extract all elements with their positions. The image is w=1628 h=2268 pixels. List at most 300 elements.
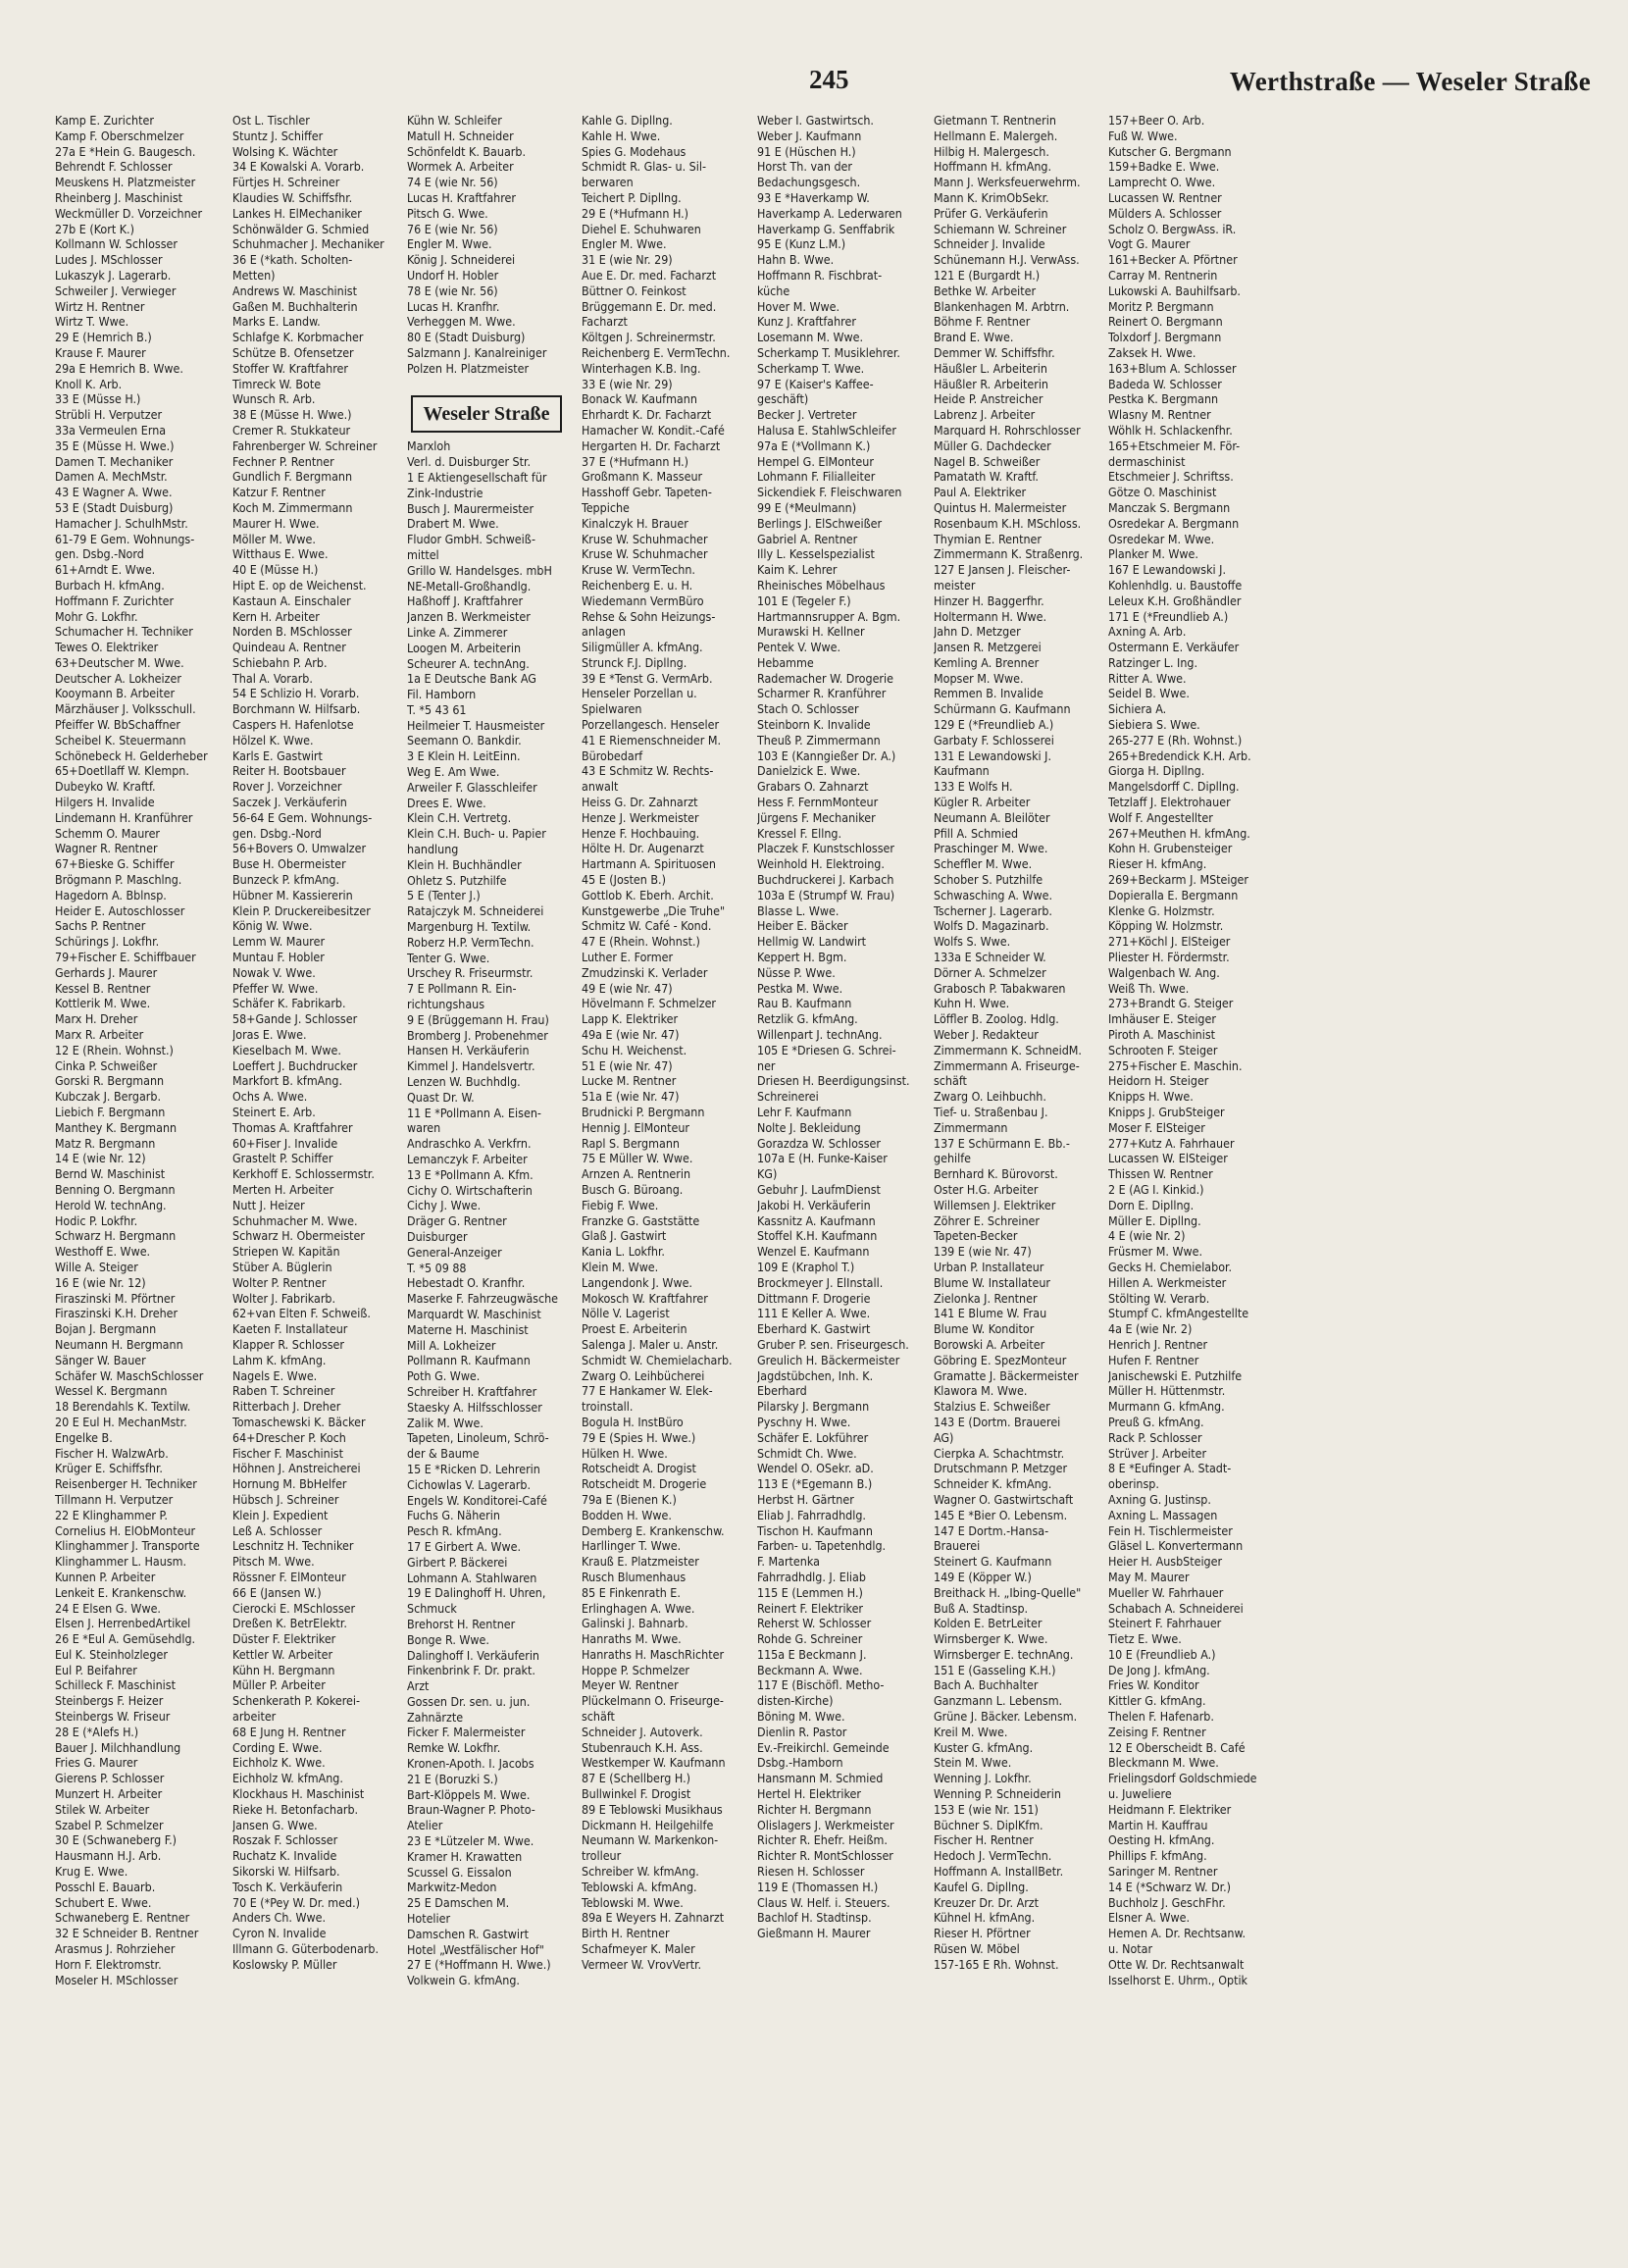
directory-entry: Weber J. Kaufmann xyxy=(757,128,862,143)
directory-entry: Dsbg.-Hamborn xyxy=(757,1755,843,1771)
directory-entry: Hölzel K. Wwe. xyxy=(232,732,314,747)
directory-entry: Zink-Industrie xyxy=(407,485,483,500)
directory-entry: Bonack W. Kaufmann xyxy=(582,391,697,407)
directory-entry: 95 E (Kunz L.M.) xyxy=(757,236,846,252)
directory-entry: Franzke G. Gaststätte xyxy=(582,1212,700,1228)
directory-entry: Heide P. Anstreicher xyxy=(934,391,1043,407)
directory-entry: Hölte H. Dr. Augenarzt xyxy=(582,841,704,856)
directory-entry: Muntau F. Hobler xyxy=(232,950,325,965)
directory-entry: 33 E (Müsse H.) xyxy=(55,391,141,407)
directory-entry: Fischer H. Rentner xyxy=(934,1832,1034,1848)
directory-entry: Krüger E. Schiffsfhr. xyxy=(55,1461,163,1476)
directory-entry: Kemling A. Brenner xyxy=(934,654,1040,670)
directory-entry: Luther E. Former xyxy=(582,950,674,965)
directory-entry: Mann K. KrimObSekr. xyxy=(934,189,1049,205)
directory-entry: Cierpka A. Schachtmstr. xyxy=(934,1445,1065,1461)
directory-entry: 85 E Finkenrath E. xyxy=(582,1584,681,1600)
directory-entry: Bunzeck P. kfmAng. xyxy=(232,872,340,888)
directory-entry: 265-277 E (Rh. Wohnst.) xyxy=(1108,732,1243,747)
directory-entry: Mokosch W. Kraftfahrer xyxy=(582,1290,708,1306)
directory-entry: Eul K. Steinholzleger xyxy=(55,1646,168,1662)
directory-entry: Sikorski W. Hilfsarb. xyxy=(232,1864,340,1880)
directory-entry: Roberz H.P. VermTechn. xyxy=(407,934,534,950)
directory-entry: Plückelmann O. Friseurge- xyxy=(582,1693,724,1709)
directory-entry: Stubenrauch K.H. Ass. xyxy=(582,1739,703,1755)
directory-entry: Stach O. Schlosser xyxy=(757,701,859,717)
directory-entry: Janzen B. Werkmeister xyxy=(407,609,531,625)
directory-entry: Schneider J. Autoverk. xyxy=(582,1724,703,1739)
directory-entry: Neumann W. Markenkon- xyxy=(582,1832,719,1848)
directory-entry: Matull H. Schneider xyxy=(407,128,514,143)
directory-entry: Sänger W. Bauer xyxy=(55,1352,146,1367)
directory-entry: Hipt E. op de Weichenst. xyxy=(232,577,367,593)
directory-entry: Bogula H. InstBüro xyxy=(582,1414,684,1429)
directory-entry: 51a E (wie Nr. 47) xyxy=(582,1089,680,1105)
directory-entry: Gorski R. Bergmann xyxy=(55,1073,165,1089)
directory-entry: Engler M. Wwe. xyxy=(582,236,667,252)
directory-entry: Brockmeyer J. ElInstall. xyxy=(757,1274,884,1290)
directory-entry: Otte W. Dr. Rechtsanwalt xyxy=(1108,1956,1245,1972)
directory-entry: Pentek V. Wwe. xyxy=(757,640,841,655)
directory-columns xyxy=(55,113,1601,2262)
directory-entry: 8 E *Eufinger A. Stadt- xyxy=(1108,1461,1232,1476)
column-7 xyxy=(1108,113,1265,2262)
directory-entry: Ehrhardt K. Dr. Facharzt xyxy=(582,407,712,423)
directory-entry: 47 E (Rhein. Wohnst.) xyxy=(582,934,700,950)
directory-entry: Strübli H. Verputzer xyxy=(55,407,163,423)
directory-entry: Wirtz H. Rentner xyxy=(55,298,145,314)
directory-entry: Claus W. Helf. i. Steuers. xyxy=(757,1894,890,1910)
directory-entry: 65+Doetllaff W. Klempn. xyxy=(55,763,189,779)
directory-entry: Arasmus J. Rohrzieher xyxy=(55,1941,176,1957)
directory-entry: Ost L. Tischler xyxy=(232,113,310,128)
directory-entry: Scherkamp T. Musiklehrer. xyxy=(757,344,900,360)
directory-entry: Harllinger T. Wwe. xyxy=(582,1538,682,1554)
directory-entry: 60+Fiser J. Invalide xyxy=(232,1135,338,1151)
directory-entry: Rieser H. kfmAng. xyxy=(1108,856,1207,872)
directory-entry: Wenzel E. Kaufmann xyxy=(757,1244,870,1260)
directory-entry: 18 Berendahls K. Textilw. xyxy=(55,1399,191,1415)
directory-entry: Thal A. Vorarb. xyxy=(232,670,313,686)
directory-entry: Gietmann T. Rentnerin xyxy=(934,113,1056,128)
directory-entry: Murmann G. kfmAng. xyxy=(1108,1399,1225,1415)
directory-entry: Hanraths H. MaschRichter xyxy=(582,1646,725,1662)
directory-entry: 70 E (*Pey W. Dr. med.) xyxy=(232,1894,360,1910)
directory-entry: 56+Bovers O. Umwalzer xyxy=(232,841,367,856)
directory-entry: Carray M. Rentnerin xyxy=(1108,267,1218,283)
directory-entry: Rössner F. ElMonteur xyxy=(232,1569,346,1584)
column-1 xyxy=(55,113,217,2262)
column-4 xyxy=(582,113,741,2262)
directory-entry: König J. Schneiderei xyxy=(407,252,516,268)
directory-entry: Placzek F. Kunstschlosser xyxy=(757,841,894,856)
directory-entry: Richter R. MontSchlosser xyxy=(757,1848,893,1864)
directory-entry: Raben T. Schreiner xyxy=(232,1383,335,1399)
directory-entry: Rover J. Vorzeichner xyxy=(232,779,342,795)
directory-entry: Bedachungsgesch. xyxy=(757,175,861,190)
directory-entry: Hansen H. Verkäuferin xyxy=(407,1043,530,1058)
directory-entry: 79 E (Spies H. Wwe.) xyxy=(582,1429,696,1445)
directory-entry: Tetzlaff J. Elektrohauer xyxy=(1108,795,1231,810)
directory-entry: Fahrradhdlg. J. Eliab xyxy=(757,1569,866,1584)
directory-entry: Hodic P. Lokfhr. xyxy=(55,1212,138,1228)
directory-entry: Tillmann H. Verputzer xyxy=(55,1491,174,1507)
directory-entry: 27 E (*Hoffmann H. Wwe.) xyxy=(407,1957,551,1973)
directory-entry: F. Martenka xyxy=(757,1554,820,1570)
directory-entry: Osredekar M. Wwe. xyxy=(1108,531,1215,546)
directory-entry: 22 E Klinghammer P. xyxy=(55,1507,168,1522)
directory-entry: Bach A. Buchhalter xyxy=(934,1677,1039,1693)
directory-entry: 99 E (*Meulmann) xyxy=(757,499,857,515)
directory-entry: 34 E Kowalski A. Vorarb. xyxy=(232,159,365,175)
directory-entry: Knoll K. Arb. xyxy=(55,376,123,391)
directory-entry: 79a E (Bienen K.) xyxy=(582,1491,677,1507)
directory-entry: Hedoch J. VermTechn. xyxy=(934,1848,1052,1864)
directory-entry: Schiebahn P. Arb. xyxy=(232,654,328,670)
directory-entry: 265+Bredendick K.H. Arb. xyxy=(1108,747,1251,763)
directory-entry: Jansen G. Wwe. xyxy=(232,1817,318,1832)
directory-entry: Cornelius H. ElObMonteur xyxy=(55,1522,196,1538)
directory-entry: Firaszinski K.H. Dreher xyxy=(55,1306,178,1321)
directory-entry: Marks E. Landw. xyxy=(232,314,321,330)
directory-entry: Schmidt W. Chemielacharb. xyxy=(582,1352,733,1367)
directory-entry: Düster F. Elektriker xyxy=(232,1631,336,1647)
directory-entry: Kronen-Apoth. I. Jacobs xyxy=(407,1756,534,1772)
directory-entry: Gaßen M. Buchhalterin xyxy=(232,298,358,314)
directory-entry: Gorazdza W. Schlosser xyxy=(757,1135,881,1151)
directory-entry: Eberhard K. Gastwirt xyxy=(757,1321,871,1337)
directory-entry: Oster H.G. Arbeiter xyxy=(934,1181,1039,1197)
directory-entry: Eliab J. Fahrradhdlg. xyxy=(757,1507,866,1522)
directory-entry: Breithack H. „Ibing-Quelle" xyxy=(934,1584,1082,1600)
directory-entry: 267+Meuthen H. kfmAng. xyxy=(1108,825,1250,841)
directory-entry: Jürgens F. Mechaniker xyxy=(757,809,876,825)
directory-entry: Liebich F. Bergmann xyxy=(55,1105,166,1119)
directory-entry: Zimmermann A. Friseurge- xyxy=(934,1057,1080,1073)
directory-entry: Reiter H. Bootsbauer xyxy=(232,763,346,779)
directory-entry: Damen T. Mechaniker xyxy=(55,453,174,469)
directory-entry: Weiß Th. Wwe. xyxy=(1108,980,1190,996)
directory-entry: Bürobedarf xyxy=(582,747,643,763)
directory-entry: 9 E (Brüggemann H. Frau) xyxy=(407,1011,549,1027)
directory-entry: 89a E Weyers H. Zahnarzt xyxy=(582,1910,725,1926)
column-5 xyxy=(757,113,918,2262)
column-2 xyxy=(232,113,391,2262)
directory-entry: 5 E (Tenter J.) xyxy=(407,888,481,903)
directory-entry: 153 E (wie Nr. 151) xyxy=(934,1801,1039,1817)
directory-entry: Marquard H. Rohrschlosser xyxy=(934,422,1081,438)
directory-entry: Wolfs D. Magazinarb. xyxy=(934,918,1049,934)
directory-entry: Heider E. Autoschlosser xyxy=(55,902,185,918)
directory-entry: Wiedemann VermBüro xyxy=(582,593,704,608)
column-6 xyxy=(934,113,1093,2262)
directory-entry: Margenburg H. Textilw. xyxy=(407,919,532,935)
directory-entry: waren xyxy=(407,1120,441,1136)
directory-entry: Hilgers H. Invalide xyxy=(55,795,155,810)
directory-entry: Markwitz-Medon xyxy=(407,1880,497,1895)
directory-entry: Wormek A. Arbeiter xyxy=(407,159,514,175)
directory-entry: Kubczak J. Bergarb. xyxy=(55,1089,161,1105)
directory-entry: 129 E (*Freundlieb A.) xyxy=(934,717,1054,733)
directory-entry: Schenkerath P. Kokerei- xyxy=(232,1693,361,1709)
directory-entry: handlung xyxy=(407,842,459,857)
directory-entry: Teblowski A. kfmAng. xyxy=(582,1879,697,1894)
directory-entry: Wessel K. Bergmann xyxy=(55,1383,168,1399)
directory-entry: Zalik M. Wwe. xyxy=(407,1415,483,1430)
directory-entry: Eberhard xyxy=(757,1383,807,1399)
directory-entry: Materne H. Maschinist xyxy=(407,1321,529,1337)
directory-entry: Müller E. Dipllng. xyxy=(1108,1212,1201,1228)
directory-entry: Schünemann H.J. VerwAss. xyxy=(934,252,1080,268)
directory-entry: Poth G. Wwe. xyxy=(407,1368,481,1384)
directory-entry: 45 E (Josten B.) xyxy=(582,872,666,888)
directory-entry: Rieke H. Betonfacharb. xyxy=(232,1801,359,1817)
directory-entry: Mopser M. Wwe. xyxy=(934,670,1024,686)
directory-entry: Neumann A. Bleilöter xyxy=(934,809,1050,825)
directory-entry: 2 E (AG I. Kinkid.) xyxy=(1108,1181,1204,1197)
directory-entry: Leleux K.H. Großhändler xyxy=(1108,593,1242,608)
directory-entry: Osredekar A. Bergmann xyxy=(1108,515,1240,531)
directory-entry: Marxloh xyxy=(407,438,451,454)
directory-entry: Blume W. Installateur xyxy=(934,1274,1051,1290)
directory-entry: Scharmer R. Kranführer xyxy=(757,686,887,701)
directory-entry: 76 E (wie Nr. 56) xyxy=(407,221,498,236)
directory-entry: Heilmeier T. Hausmeister xyxy=(407,717,545,733)
directory-entry: Knipps J. GrubSteiger xyxy=(1108,1105,1225,1119)
directory-entry: König W. Wwe. xyxy=(232,918,313,934)
directory-entry: 39 E *Tenst G. VermArb. xyxy=(582,670,713,686)
directory-entry: 10 E (Freundlieb A.) xyxy=(1108,1646,1216,1662)
directory-entry: arbeiter xyxy=(232,1709,277,1725)
directory-entry: 103a E (Strumpf W. Frau) xyxy=(757,887,895,902)
directory-entry: Undorf H. Hobler xyxy=(407,267,499,283)
directory-entry: Kollmann W. Schlosser xyxy=(55,236,178,252)
directory-entry: Mohr G. Lokfhr. xyxy=(55,608,138,624)
directory-entry: Dalinghoff I. Verkäuferin xyxy=(407,1647,539,1663)
directory-entry: Kolden E. BetrLeiter xyxy=(934,1616,1043,1631)
directory-entry: Gläsel L. Konvertermann xyxy=(1108,1538,1244,1554)
directory-entry: 53 E (Stadt Duisburg) xyxy=(55,499,174,515)
directory-entry: Gießmann H. Maurer xyxy=(757,1926,871,1941)
directory-entry: Henseler Porzellan u. xyxy=(582,686,697,701)
directory-entry: Lehr F. Kaufmann xyxy=(757,1105,852,1119)
directory-entry: Schabach A. Schneiderei xyxy=(1108,1600,1244,1616)
directory-entry: 66 E (Jansen W.) xyxy=(232,1584,322,1600)
directory-entry: Wenning P. Schneiderin xyxy=(934,1786,1061,1802)
directory-entry: Elsen J. HerrenbedArtikel xyxy=(55,1616,191,1631)
directory-entry: richtungshaus xyxy=(407,997,485,1012)
directory-entry: Kunstgewerbe „Die Truhe" xyxy=(582,902,726,918)
directory-entry: Hagedorn A. Bblnsp. xyxy=(55,887,167,902)
directory-entry: Preuß G. kfmAng. xyxy=(1108,1414,1204,1429)
directory-entry: 147 E Dortm.-Hansa- xyxy=(934,1522,1049,1538)
directory-entry: Illy L. Kesselspezialist xyxy=(757,546,875,562)
directory-entry: Lapp K. Elektriker xyxy=(582,1011,679,1027)
directory-entry: Marquardt W. Maschinist xyxy=(407,1306,541,1321)
directory-entry: Schmidt Ch. Wwe. xyxy=(757,1445,857,1461)
directory-entry: 269+Beckarm J. MSteiger xyxy=(1108,872,1248,888)
directory-entry: Weinhold H. Elektroing. xyxy=(757,856,885,872)
directory-entry: Brauerei xyxy=(934,1538,981,1554)
directory-entry: Winterhagen K.B. Ing. xyxy=(582,360,701,376)
directory-entry: Hülken H. Wwe. xyxy=(582,1445,668,1461)
directory-entry: Hansmann M. Schmied xyxy=(757,1771,884,1786)
directory-entry: Steinbergs W. Friseur xyxy=(55,1709,171,1725)
directory-entry: 171 E (*Freundlieb A.) xyxy=(1108,608,1229,624)
directory-entry: 37 E (*Hufmann H.) xyxy=(582,453,689,469)
directory-entry: Busch J. Maurermeister xyxy=(407,500,534,516)
directory-entry: Remmen B. Invalide xyxy=(934,686,1043,701)
directory-entry: Engels W. Konditorei-Café xyxy=(407,1492,547,1508)
directory-entry: Langendonk J. Wwe. xyxy=(582,1274,692,1290)
directory-entry: Frielingsdorf Goldschmiede xyxy=(1108,1771,1257,1786)
directory-entry: Häußler L. Arbeiterin xyxy=(934,360,1047,376)
directory-entry: Richter R. Ehefr. Heißm. xyxy=(757,1832,888,1848)
directory-entry: Demberg E. Krankenschw. xyxy=(582,1522,725,1538)
directory-entry: 101 E (Tegeler F.) xyxy=(757,593,851,608)
directory-entry: Lindemann H. Kranführer xyxy=(55,809,193,825)
directory-entry: 51 E (wie Nr. 47) xyxy=(582,1057,673,1073)
directory-entry: Saczek J. Verkäuferin xyxy=(232,795,347,810)
directory-entry: Kania L. Lokfhr. xyxy=(582,1244,665,1260)
directory-entry: Ritter A. Wwe. xyxy=(1108,670,1187,686)
directory-entry: gehilfe xyxy=(934,1151,971,1166)
directory-entry: T. *5 09 88 xyxy=(407,1260,467,1275)
directory-entry: Jahn D. Metzger xyxy=(934,624,1021,640)
directory-entry: Gebuhr J. LaufmDienst xyxy=(757,1181,881,1197)
directory-entry: Stumpf C. kfmAngestellte xyxy=(1108,1306,1249,1321)
directory-entry: 117 E (Bischöfl. Metho- xyxy=(757,1677,885,1693)
directory-entry: Borowski A. Arbeiter xyxy=(934,1336,1045,1352)
directory-entry: Früsmer M. Wwe. xyxy=(1108,1244,1203,1260)
directory-entry: 21 E (Boruzki S.) xyxy=(407,1771,498,1786)
directory-entry: Zahnärzte xyxy=(407,1709,464,1725)
directory-entry: Steinert G. Kaufmann xyxy=(934,1554,1052,1570)
page-header xyxy=(54,63,1591,106)
directory-entry: Hoffmann H. kfmAng. xyxy=(934,159,1052,175)
directory-entry: Schütze B. Ofensetzer xyxy=(232,344,354,360)
directory-entry: 151 E (Gasseling K.H.) xyxy=(934,1662,1056,1677)
directory-entry: Rosenbaum K.H. MSchloss. xyxy=(934,515,1082,531)
directory-entry: Fein H. Tischlermeister xyxy=(1108,1522,1233,1538)
directory-entry: Loogen M. Arbeiterin xyxy=(407,640,522,655)
directory-entry: Meuskens H. Platzmeister xyxy=(55,175,196,190)
directory-entry: Stüber A. Büglerin xyxy=(232,1259,332,1274)
directory-entry: Grastelt P. Schiffer xyxy=(232,1151,333,1166)
directory-entry: 4 E (wie Nr. 2) xyxy=(1108,1228,1186,1244)
directory-entry: Lemm W. Maurer xyxy=(232,934,326,950)
directory-entry: Klapper R. Schlosser xyxy=(232,1336,345,1352)
directory-entry: Rack P. Schlosser xyxy=(1108,1429,1202,1445)
directory-entry: Halusa E. StahlwSchleifer xyxy=(757,422,896,438)
directory-entry: Cremer R. Stukkateur xyxy=(232,422,351,438)
directory-entry: Loeffert J. Buchdrucker xyxy=(232,1057,358,1073)
directory-entry: Lankes H. ElMechaniker xyxy=(232,205,362,221)
directory-entry: Stein M. Wwe. xyxy=(934,1755,1012,1771)
directory-entry: Eichholz W. kfmAng. xyxy=(232,1771,343,1786)
directory-entry: Arzt xyxy=(407,1678,430,1694)
directory-entry: Schönebeck H. Gelderheber xyxy=(55,747,208,763)
directory-entry: 67+Bieske G. Schiffer xyxy=(55,856,175,872)
directory-entry: Schürmann G. Kaufmann xyxy=(934,701,1071,717)
directory-entry: Klein C.H. Vertretg. xyxy=(407,810,512,826)
directory-entry: Schilleck F. Maschinist xyxy=(55,1677,176,1693)
directory-entry: Isselhorst E. Uhrm., Optik xyxy=(1108,1972,1248,1987)
directory-entry: Klein P. Druckereibesitzer xyxy=(232,902,371,918)
directory-entry: Pilarsky J. Bergmann xyxy=(757,1399,870,1415)
directory-entry: Hoffmann R. Fischbrat- xyxy=(757,267,883,283)
directory-entry: Bart-Klöppels M. Wwe. xyxy=(407,1786,531,1802)
directory-entry: Märzhäuser J. Volksschull. xyxy=(55,701,196,717)
directory-entry: Becker J. Vertreter xyxy=(757,407,857,423)
directory-entry: Oesting H. kfmAng. xyxy=(1108,1832,1215,1848)
directory-entry: Zaksek H. Wwe. xyxy=(1108,344,1196,360)
directory-entry: Arnzen A. Rentnerin xyxy=(582,1166,691,1182)
directory-entry: Seemann O. Bankdir. xyxy=(407,733,522,748)
directory-entry: Weber I. Gastwirtsch. xyxy=(757,113,874,128)
directory-entry: Jansen R. Metzgerei xyxy=(934,640,1042,655)
directory-entry: Hufen F. Rentner xyxy=(1108,1352,1199,1367)
directory-entry: Kimmel J. Handelsvertr. xyxy=(407,1058,535,1074)
directory-entry: Marx R. Arbeiter xyxy=(55,1027,144,1043)
directory-entry: Losemann M. Wwe. xyxy=(757,330,864,345)
directory-entry: Tewes O. Elektriker xyxy=(55,640,159,655)
directory-entry: Ratajczyk M. Schneiderei xyxy=(407,903,544,919)
directory-entry: 68 E Jung H. Rentner xyxy=(232,1724,346,1739)
directory-entry: Kettler W. Arbeiter xyxy=(232,1646,333,1662)
directory-entry: Atelier xyxy=(407,1818,443,1833)
directory-entry: Kottlerik M. Wwe. xyxy=(55,996,151,1011)
directory-entry: Tscherner J. Lagerarb. xyxy=(934,902,1052,918)
directory-entry: 143 E (Dortm. Brauerei xyxy=(934,1414,1061,1429)
directory-entry: 12 E (Rhein. Wohnst.) xyxy=(55,1042,174,1057)
directory-entry: Hoffmann F. Zurichter xyxy=(55,593,175,608)
directory-entry: 97a E (*Vollmann K.) xyxy=(757,438,871,453)
directory-entry: Holtermann H. Wwe. xyxy=(934,608,1047,624)
directory-entry: Hanraths M. Wwe. xyxy=(582,1631,682,1647)
directory-entry: Költgen J. Schreinermstr. xyxy=(582,330,716,345)
directory-entry: Fahrenberger W. Schreiner xyxy=(232,438,378,453)
directory-entry: 115a E Beckmann J. xyxy=(757,1646,867,1662)
directory-entry: Kunz J. Kraftfahrer xyxy=(757,314,856,330)
directory-entry: Piroth A. Maschinist xyxy=(1108,1027,1216,1043)
directory-entry: Quast Dr. W. xyxy=(407,1089,475,1105)
directory-entry: Lohmann F. Filialleiter xyxy=(757,469,876,485)
directory-entry: Blume W. Konditor xyxy=(934,1321,1035,1337)
directory-entry: Karls E. Gastwirt xyxy=(232,747,323,763)
directory-entry: 165+Etschmeier M. För- xyxy=(1108,438,1241,453)
directory-entry: Caspers H. Hafenlotse xyxy=(232,717,354,733)
directory-entry: Bojan J. Bergmann xyxy=(55,1321,157,1337)
directory-entry: Heiss G. Dr. Zahnarzt xyxy=(582,795,698,810)
directory-entry: Kinalczyk H. Brauer xyxy=(582,515,688,531)
directory-entry: Hellmig W. Landwirt xyxy=(757,934,867,950)
directory-entry: Cichy J. Wwe. xyxy=(407,1198,482,1213)
directory-entry: 16 E (wie Nr. 12) xyxy=(55,1274,146,1290)
directory-entry: Haßhoff J. Kraftfahrer xyxy=(407,593,524,609)
directory-entry: Haverkamp G. Senffabrik xyxy=(757,221,895,236)
directory-entry: Heier H. AusbSteiger xyxy=(1108,1554,1223,1570)
directory-entry: Brehorst H. Rentner xyxy=(407,1616,516,1631)
directory-entry: Schu H. Weichenst. xyxy=(582,1042,687,1057)
directory-entry: Wolter J. Fabrikarb. xyxy=(232,1290,336,1306)
directory-entry: Thissen W. Rentner xyxy=(1108,1166,1213,1182)
directory-entry: Andraschko A. Verkfrn. xyxy=(407,1136,532,1152)
directory-entry: 105 E *Driesen G. Schrei- xyxy=(757,1042,896,1057)
directory-entry: Kassnitz A. Kaufmann xyxy=(757,1212,876,1228)
directory-entry: Nutt J. Heizer xyxy=(232,1197,305,1212)
directory-entry: Pitsch M. Wwe. xyxy=(232,1554,315,1570)
